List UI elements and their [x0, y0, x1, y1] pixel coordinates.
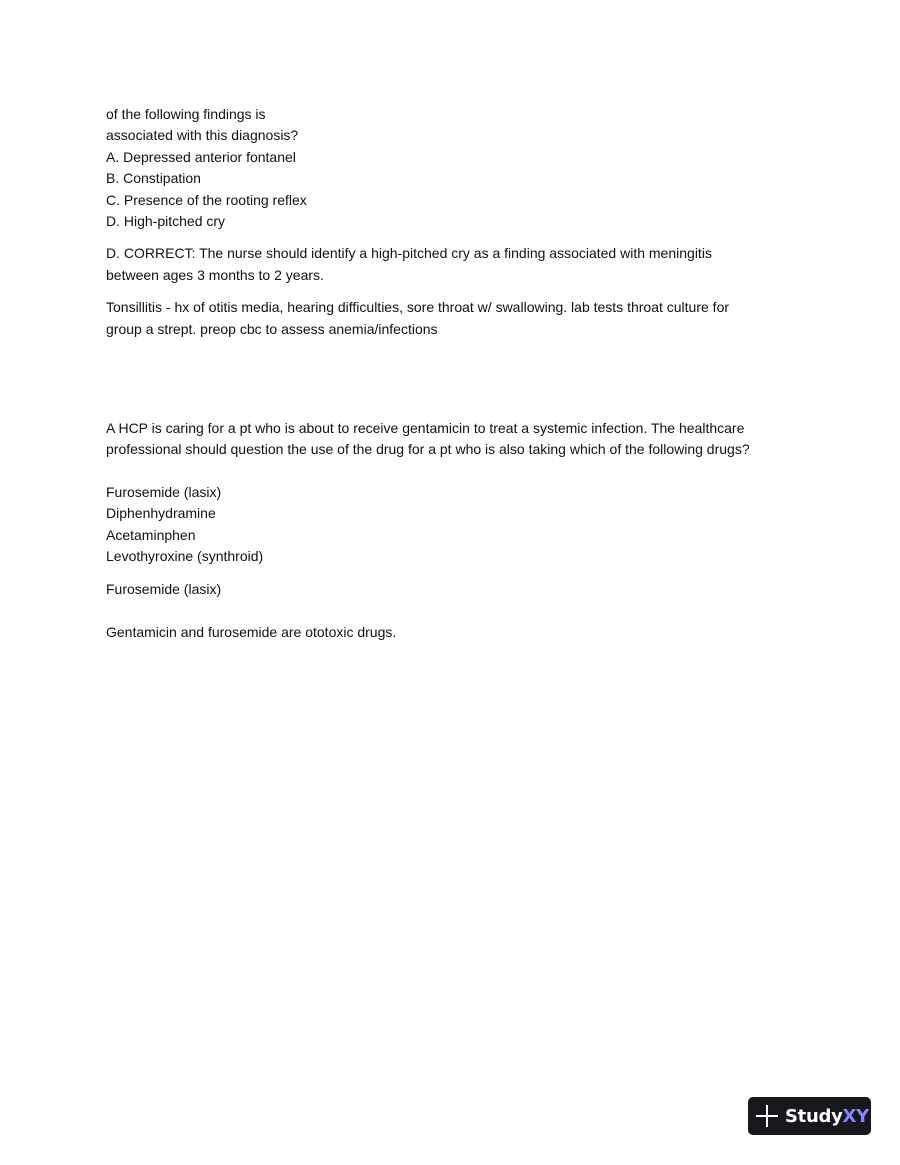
plus-icon [756, 1105, 778, 1127]
option-item: Acetaminphen [106, 526, 196, 543]
question1-line: of the following findings is [106, 106, 266, 122]
question1-option-b: B. Constipation [106, 170, 201, 187]
stem-line: professional should question the use of the drug for a pt who is also taking which of the following drugs? [106, 441, 750, 458]
stem-line: A HCP is caring for a pt who is about to receive gentamicin to treat a systemic infection. The healthcare [106, 420, 745, 437]
option-item: Furosemide (lasix) [106, 483, 222, 500]
tonsillitis-note [106, 297, 806, 340]
note-line: group a strept. preop cbc to assess anemia/infections [106, 320, 438, 337]
question2-answer [106, 579, 806, 600]
question1-stem [106, 104, 806, 232]
watermark-part2: XY [842, 1105, 869, 1127]
question1-line: associated with this diagnosis? [106, 127, 299, 144]
answer-text: Furosemide (lasix) [106, 580, 222, 597]
watermark-text [785, 1106, 869, 1127]
option-item: Diphenhydramine [106, 505, 216, 522]
question2-rationale [106, 622, 806, 643]
rationale-text: Gentamicin and furosemide are ototoxic drugs. [106, 623, 397, 640]
studyxy-watermark[interactable] [748, 1097, 871, 1135]
question1-answer [106, 243, 806, 286]
question1-option-d: D. High-pitched cry [106, 213, 226, 230]
option-item: Levothyroxine (synthroid) [106, 548, 264, 565]
question2-options [106, 482, 806, 568]
watermark-part1: Study [785, 1105, 843, 1127]
question1-option-c: C. Presence of the rooting reflex [106, 191, 307, 208]
answer-line: between ages 3 months to 2 years. [106, 266, 324, 283]
note-line: Tonsillitis - hx of otitis media, hearing difficulties, sore throat w/ swallowing. lab tests throat culture for [106, 299, 730, 316]
question1-option-a: A. Depressed anterior fontanel [106, 148, 296, 165]
document-body [106, 104, 806, 643]
answer-line: D. CORRECT: The nurse should identify a high-pitched cry as a finding associated with meningitis [106, 245, 712, 262]
question2-stem [106, 418, 806, 461]
